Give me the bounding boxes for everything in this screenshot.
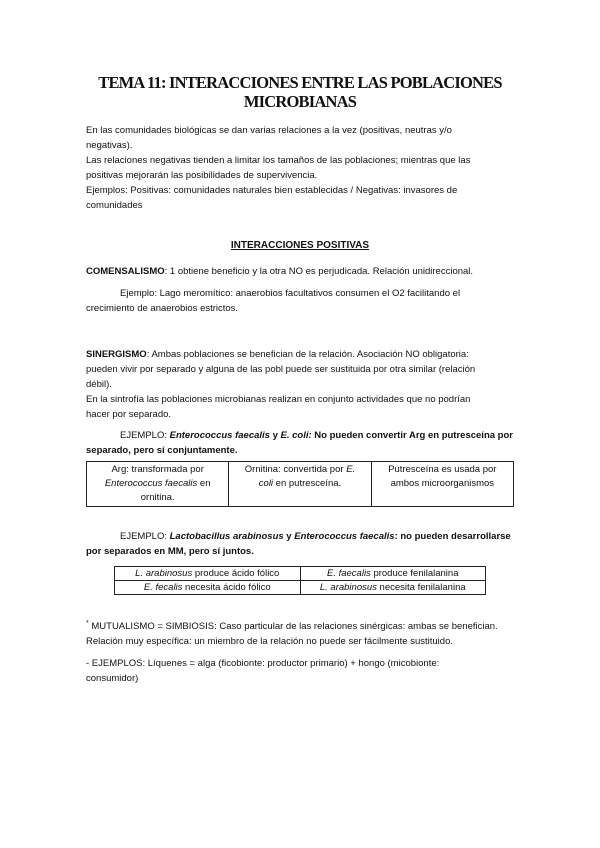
sinergismo-line: pueden vivir por separado y alguna de las pobl puede ser sustituida por otra similar (relación	[86, 364, 476, 375]
mutualismo-definition	[86, 616, 526, 649]
organism-name: L. arabinosus	[319, 582, 377, 593]
example-text: separado, pero sí conjuntamente.	[86, 445, 238, 456]
cell-text: necesita fenilalanina	[376, 582, 466, 593]
conjunction: y	[283, 531, 295, 542]
example-1	[86, 428, 526, 458]
sinergismo-line: hacer por separado.	[86, 409, 172, 420]
table-cell	[300, 567, 486, 581]
cell-text: necesita ácido fólico	[182, 582, 271, 593]
comensalismo-text: : 1 obtiene beneficio y la otra NO es perjudicada. Relación unidireccional.	[164, 266, 474, 277]
table-cell	[115, 581, 301, 595]
organism-name: E. coli:	[280, 430, 312, 441]
cell-text: Putresceína es usada por	[388, 464, 497, 475]
example-line: Ejemplo: Lago meromítico: anaerobios facultativos consumen el O2 facilitando el	[120, 288, 461, 299]
intro-line: comunidades	[86, 200, 143, 211]
sinergismo-definition	[86, 347, 526, 422]
title-line-2: MICROBIANAS	[243, 92, 357, 111]
mutualismo-text: MUTUALISMO = SIMBIOSIS: Caso particular de las relaciones sinérgicas: ambas se benefician.	[88, 621, 498, 633]
mutualismo-examples	[86, 656, 526, 686]
organism-name: coli	[258, 478, 274, 489]
table-cell	[87, 462, 229, 507]
table-cell	[300, 581, 486, 595]
organism-name: Enterococcus faecalis	[169, 430, 270, 441]
mutualismo-text: Relación muy específica: un miembro de la relación no puede ser fácilmente sustituido.	[86, 636, 453, 648]
cell-text: produce ácido fólico	[192, 568, 280, 579]
example-line: crecimiento de anaerobios estrictos.	[86, 303, 239, 314]
sinergismo-term: SINERGISMO	[86, 349, 147, 360]
bullet-icon: *	[86, 620, 89, 627]
comensalismo-definition	[86, 264, 526, 279]
table-cell	[115, 567, 301, 581]
intro-line: Las relaciones negativas tienden a limitar los tamaños de las poblaciones; mientras que las	[86, 155, 471, 166]
organism-name: E.	[346, 464, 356, 475]
table-cell	[371, 462, 513, 507]
sinergismo-line: débil).	[86, 379, 112, 390]
sinergismo-line: En la sintrofía las poblaciones microbianas realizan en conjunto actividades que no podrían	[86, 394, 471, 405]
organism-name: E. fecalis	[143, 582, 183, 593]
table-folic-phenylalanine	[114, 566, 486, 595]
comensalismo-term: COMENSALISMO	[86, 266, 165, 277]
cell-text: ambos microorganismos	[390, 478, 495, 489]
organism-name: Lactobacillus arabinosus	[169, 531, 284, 542]
examples-line: - EJEMPLOS: Líquenes = alga (ficobionte: productor primario) + hongo (micobionte:	[86, 658, 440, 669]
section-heading: INTERACCIONES POSITIVAS	[230, 240, 370, 251]
table-row	[87, 462, 514, 507]
intro-line: negativas).	[86, 140, 133, 151]
conjunction: y	[269, 430, 281, 441]
cell-text: Arg: transformada por	[111, 464, 204, 475]
example-2	[86, 529, 526, 559]
example-prefix: EJEMPLO:	[120, 430, 170, 441]
cell-text: produce fenilalanina	[370, 568, 459, 579]
intro-line: positivas mejorarán las posibilidades de supervivencia.	[86, 170, 318, 181]
intro-line: Ejemplos: Positivas: comunidades naturales bien establecidas / Negativas: invasores de	[86, 185, 458, 196]
organism-name: Enterococcus faecalis	[104, 478, 198, 489]
comensalismo-example	[86, 286, 526, 316]
organism-name: L. arabinosus	[135, 568, 193, 579]
cell-text: ornitina.	[140, 492, 175, 503]
example-text: No pueden convertir Arg en putresceína por	[311, 430, 513, 441]
sinergismo-text: : Ambas poblaciones se benefician de la relación. Asociación NO obligatoria:	[146, 349, 469, 360]
example-text: por separados en MM, pero sí juntos.	[86, 546, 254, 557]
table-cell	[229, 462, 371, 507]
cell-text: en putresceína.	[273, 478, 342, 489]
table-row	[115, 567, 486, 581]
title-line-1: TEMA 11: INTERACCIONES ENTRE LAS POBLACIONES	[98, 73, 502, 92]
page-title	[80, 73, 520, 111]
cell-text: Ornitina: convertida por	[244, 464, 347, 475]
example-text: : no pueden desarrollarse	[394, 531, 511, 542]
intro-line: En las comunidades biológicas se dan varias relaciones a la vez (positivas, neutras y/o	[86, 125, 452, 136]
examples-line: consumidor)	[86, 673, 139, 684]
organism-name: E. faecalis	[326, 568, 371, 579]
intro-paragraph	[86, 123, 526, 213]
cell-text: en	[197, 478, 211, 489]
table-arg-conversion	[86, 461, 514, 507]
example-prefix: EJEMPLO:	[120, 531, 170, 542]
table-row	[115, 581, 486, 595]
organism-name: Enterococcus faecalis	[294, 531, 395, 542]
